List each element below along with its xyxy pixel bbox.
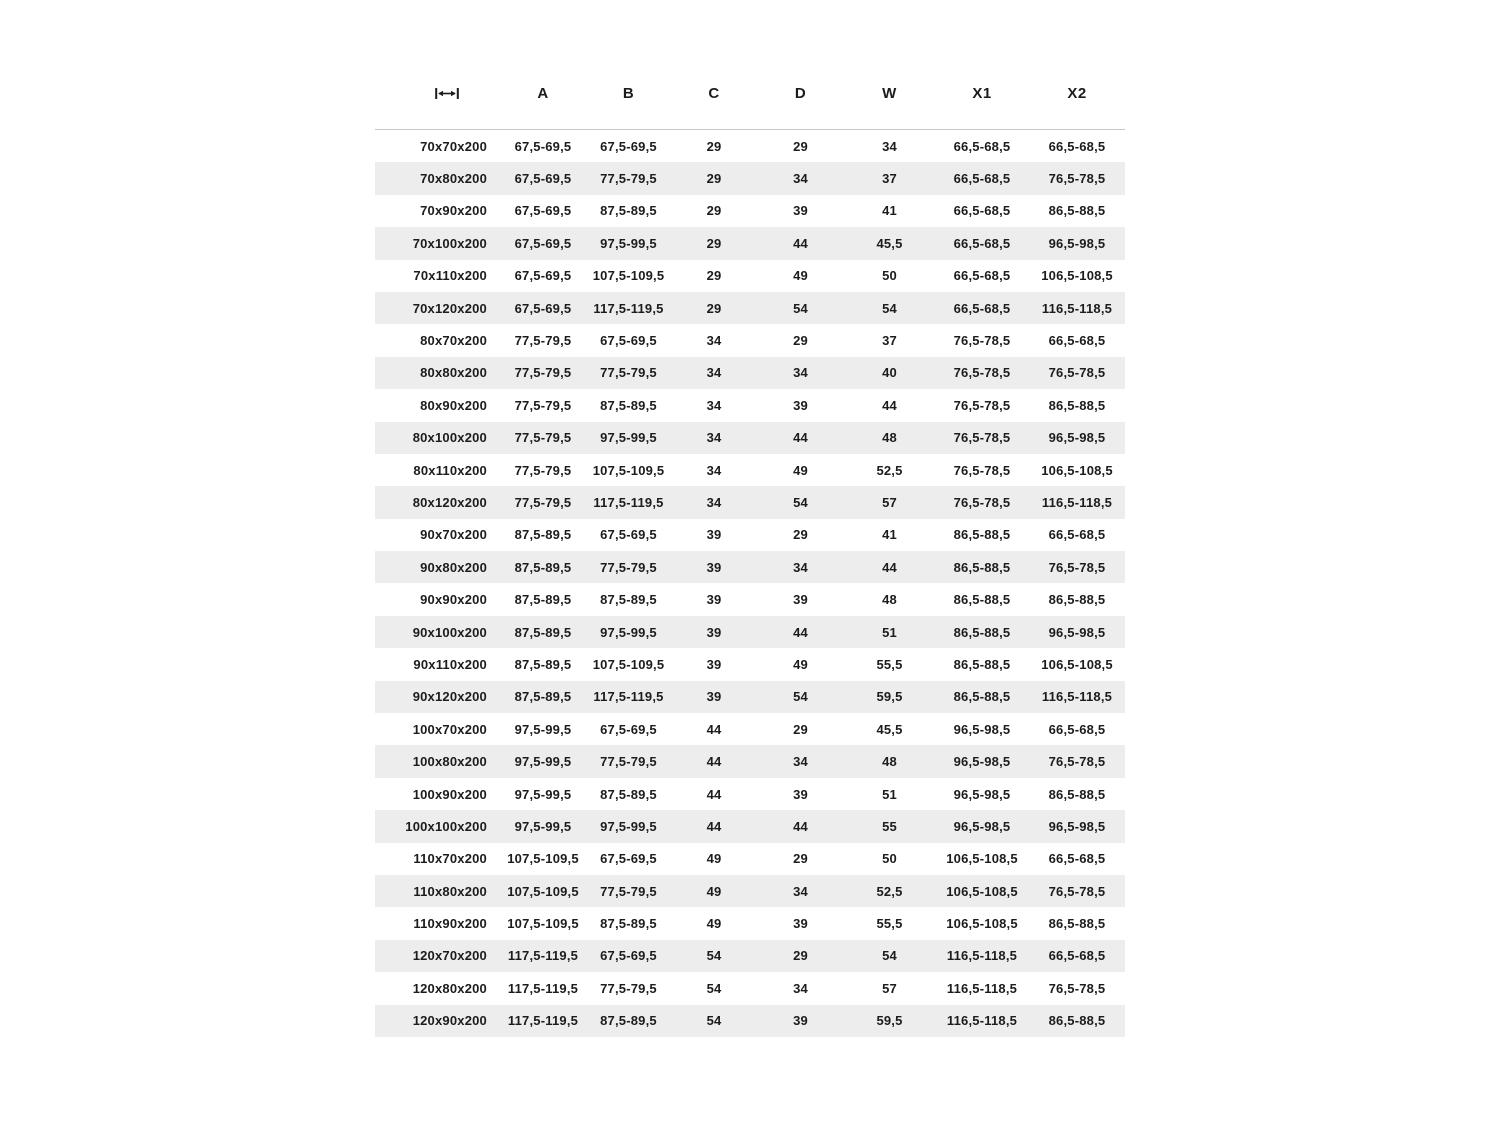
size-cell: 90x90x200	[420, 592, 487, 608]
value-cell: 117,5-119,5	[507, 1013, 579, 1029]
value-cell: 39	[793, 1013, 808, 1029]
value-cell: 34	[793, 980, 808, 996]
table-row	[375, 162, 1125, 194]
value-cell: 55	[882, 818, 897, 834]
value-cell: 29	[706, 268, 722, 284]
value-cell: 87,5-89,5	[600, 916, 657, 932]
value-cell: 87,5-89,5	[514, 527, 572, 543]
value-cell: 116,5-118,5	[1041, 300, 1113, 316]
value-cell: 87,5-89,5	[514, 559, 572, 575]
value-cell: 106,5-108,5	[1041, 656, 1113, 672]
value-cell: 76,5-78,5	[953, 462, 1011, 478]
value-cell: 67,5-69,5	[600, 721, 657, 737]
value-cell: 67,5-69,5	[600, 948, 657, 964]
value-cell: 66,5-68,5	[1048, 333, 1106, 349]
value-cell: 29	[793, 851, 808, 867]
value-cell: 87,5-89,5	[600, 1013, 657, 1029]
table-row	[375, 972, 1125, 1004]
size-cell: 90x110x200	[413, 656, 487, 672]
value-cell: 86,5-88,5	[1048, 786, 1106, 802]
value-cell: 96,5-98,5	[953, 818, 1011, 834]
value-cell: 54	[706, 948, 722, 964]
value-cell: 116,5-118,5	[946, 980, 1018, 996]
value-cell: 49	[706, 851, 722, 867]
value-cell: 106,5-108,5	[1041, 462, 1113, 478]
table-row	[375, 454, 1125, 486]
table-row	[375, 940, 1125, 972]
value-cell: 34	[706, 494, 722, 510]
value-cell: 87,5-89,5	[514, 624, 572, 640]
value-cell: 67,5-69,5	[600, 527, 657, 543]
value-cell: 44	[793, 235, 808, 251]
size-cell: 70x80x200	[420, 171, 487, 187]
value-cell: 116,5-118,5	[946, 1013, 1018, 1029]
value-cell: 77,5-79,5	[600, 754, 657, 770]
width-dimension-icon	[435, 87, 459, 100]
size-cell: 100x90x200	[412, 786, 487, 802]
value-cell: 116,5-118,5	[946, 948, 1018, 964]
value-cell: 97,5-99,5	[514, 818, 572, 834]
value-cell: 76,5-78,5	[953, 397, 1011, 413]
value-cell: 86,5-88,5	[953, 624, 1011, 640]
value-cell: 97,5-99,5	[514, 721, 572, 737]
value-cell: 39	[793, 203, 808, 219]
value-cell: 29	[793, 948, 808, 964]
value-cell: 34	[793, 365, 808, 381]
value-cell: 97,5-99,5	[600, 235, 657, 251]
table-row	[375, 713, 1125, 745]
value-cell: 54	[882, 300, 897, 316]
value-cell: 48	[882, 430, 897, 446]
table-row	[375, 648, 1125, 680]
size-cell: 110x90x200	[413, 916, 487, 932]
table-body	[375, 130, 1125, 1037]
size-cell: 100x80x200	[412, 754, 487, 770]
table-row	[375, 130, 1125, 162]
value-cell: 54	[793, 494, 808, 510]
size-cell: 80x70x200	[420, 333, 487, 349]
size-cell: 120x90x200	[412, 1013, 487, 1029]
value-cell: 57	[882, 980, 897, 996]
value-cell: 86,5-88,5	[953, 592, 1011, 608]
value-cell: 39	[793, 786, 808, 802]
value-cell: 67,5-69,5	[514, 138, 572, 154]
value-cell: 49	[706, 916, 722, 932]
value-cell: 76,5-78,5	[1048, 171, 1106, 187]
value-cell: 76,5-78,5	[1048, 754, 1106, 770]
value-cell: 76,5-78,5	[953, 494, 1011, 510]
value-cell: 34	[706, 365, 722, 381]
value-cell: 96,5-98,5	[953, 754, 1011, 770]
value-cell: 117,5-119,5	[593, 300, 664, 316]
value-cell: 67,5-69,5	[514, 268, 572, 284]
value-cell: 34	[793, 883, 808, 899]
size-cell: 120x80x200	[412, 980, 487, 996]
value-cell: 67,5-69,5	[514, 235, 572, 251]
value-cell: 87,5-89,5	[600, 592, 657, 608]
table-row	[375, 907, 1125, 939]
value-cell: 86,5-88,5	[953, 559, 1011, 575]
table-row	[375, 551, 1125, 583]
value-cell: 54	[882, 948, 897, 964]
value-cell: 66,5-68,5	[953, 235, 1011, 251]
value-cell: 44	[882, 559, 897, 575]
table-row	[375, 778, 1125, 810]
value-cell: 49	[706, 883, 722, 899]
value-cell: 44	[706, 786, 722, 802]
value-cell: 66,5-68,5	[1048, 527, 1106, 543]
value-cell: 77,5-79,5	[600, 980, 657, 996]
value-cell: 76,5-78,5	[1048, 980, 1106, 996]
table-row	[375, 810, 1125, 842]
size-cell: 80x120x200	[412, 494, 487, 510]
size-cell: 70x120x200	[412, 300, 487, 316]
value-cell: 55,5	[876, 916, 903, 932]
value-cell: 117,5-119,5	[507, 948, 579, 964]
value-cell: 50	[882, 268, 897, 284]
value-cell: 97,5-99,5	[514, 786, 572, 802]
value-cell: 34	[706, 333, 722, 349]
table-header-row	[375, 75, 1125, 111]
value-cell: 117,5-119,5	[593, 689, 664, 705]
value-cell: 96,5-98,5	[953, 786, 1011, 802]
value-cell: 34	[793, 171, 808, 187]
value-cell: 44	[882, 397, 897, 413]
size-cell: 80x80x200	[420, 365, 487, 381]
value-cell: 54	[706, 1013, 722, 1029]
value-cell: 29	[706, 203, 722, 219]
value-cell: 67,5-69,5	[600, 138, 657, 154]
value-cell: 97,5-99,5	[514, 754, 572, 770]
table-row	[375, 486, 1125, 518]
value-cell: 96,5-98,5	[1048, 430, 1106, 446]
value-cell: 77,5-79,5	[514, 333, 572, 349]
value-cell: 107,5-109,5	[507, 883, 579, 899]
value-cell: 87,5-89,5	[514, 656, 572, 672]
value-cell: 41	[882, 527, 897, 543]
size-cell: 70x90x200	[420, 203, 487, 219]
table-row	[375, 195, 1125, 227]
value-cell: 87,5-89,5	[600, 786, 657, 802]
value-cell: 107,5-109,5	[592, 462, 665, 478]
value-cell: 86,5-88,5	[1048, 397, 1106, 413]
value-cell: 66,5-68,5	[953, 171, 1011, 187]
value-cell: 54	[706, 980, 722, 996]
table-row	[375, 422, 1125, 454]
size-cell: 90x80x200	[420, 559, 487, 575]
value-cell: 66,5-68,5	[953, 138, 1011, 154]
value-cell: 66,5-68,5	[1048, 138, 1106, 154]
value-cell: 87,5-89,5	[514, 689, 572, 705]
value-cell: 116,5-118,5	[1041, 494, 1113, 510]
value-cell: 67,5-69,5	[514, 171, 572, 187]
value-cell: 34	[793, 754, 808, 770]
value-cell: 67,5-69,5	[514, 300, 572, 316]
value-cell: 77,5-79,5	[514, 494, 572, 510]
value-cell: 44	[706, 721, 722, 737]
value-cell: 107,5-109,5	[592, 268, 665, 284]
value-cell: 39	[706, 689, 722, 705]
value-cell: 29	[793, 527, 808, 543]
value-cell: 66,5-68,5	[1048, 721, 1106, 737]
value-cell: 57	[882, 494, 897, 510]
value-cell: 54	[793, 689, 808, 705]
column-header-c: C	[708, 84, 720, 102]
table-row	[375, 519, 1125, 551]
table-row	[375, 875, 1125, 907]
value-cell: 34	[706, 462, 722, 478]
value-cell: 39	[793, 397, 808, 413]
value-cell: 107,5-109,5	[507, 916, 579, 932]
value-cell: 49	[793, 268, 808, 284]
value-cell: 77,5-79,5	[514, 462, 572, 478]
value-cell: 51	[882, 786, 897, 802]
table-row	[375, 260, 1125, 292]
value-cell: 86,5-88,5	[953, 689, 1011, 705]
value-cell: 29	[706, 171, 722, 187]
value-cell: 86,5-88,5	[1048, 203, 1106, 219]
value-cell: 44	[793, 430, 808, 446]
value-cell: 86,5-88,5	[1048, 1013, 1106, 1029]
value-cell: 66,5-68,5	[953, 203, 1011, 219]
value-cell: 97,5-99,5	[600, 818, 657, 834]
value-cell: 76,5-78,5	[953, 365, 1011, 381]
value-cell: 96,5-98,5	[1048, 624, 1106, 640]
value-cell: 86,5-88,5	[1048, 916, 1106, 932]
value-cell: 87,5-89,5	[600, 203, 657, 219]
value-cell: 97,5-99,5	[600, 430, 657, 446]
value-cell: 49	[793, 462, 808, 478]
value-cell: 77,5-79,5	[514, 430, 572, 446]
value-cell: 44	[793, 624, 808, 640]
table-row	[375, 389, 1125, 421]
value-cell: 106,5-108,5	[946, 916, 1018, 932]
size-cell: 70x70x200	[420, 138, 487, 154]
value-cell: 67,5-69,5	[514, 203, 572, 219]
value-cell: 76,5-78,5	[1048, 365, 1106, 381]
table-row	[375, 843, 1125, 875]
size-cell: 80x100x200	[412, 430, 487, 446]
value-cell: 39	[706, 656, 722, 672]
value-cell: 77,5-79,5	[600, 559, 657, 575]
value-cell: 77,5-79,5	[600, 883, 657, 899]
value-cell: 37	[882, 333, 897, 349]
value-cell: 45,5	[876, 235, 903, 251]
table-row	[375, 1005, 1125, 1037]
value-cell: 49	[793, 656, 808, 672]
value-cell: 87,5-89,5	[600, 397, 657, 413]
value-cell: 37	[882, 171, 897, 187]
column-header-d: D	[794, 84, 807, 102]
value-cell: 34	[882, 138, 897, 154]
table-row	[375, 357, 1125, 389]
size-cell: 80x90x200	[420, 397, 487, 413]
value-cell: 44	[706, 754, 722, 770]
value-cell: 45,5	[876, 721, 903, 737]
value-cell: 29	[706, 235, 722, 251]
value-cell: 77,5-79,5	[600, 365, 657, 381]
value-cell: 107,5-109,5	[507, 851, 579, 867]
value-cell: 116,5-118,5	[1041, 689, 1113, 705]
value-cell: 39	[706, 592, 722, 608]
table-row	[375, 616, 1125, 648]
value-cell: 86,5-88,5	[953, 527, 1011, 543]
value-cell: 40	[882, 365, 897, 381]
value-cell: 59,5	[876, 689, 903, 705]
size-cell: 100x70x200	[412, 721, 487, 737]
value-cell: 67,5-69,5	[600, 333, 657, 349]
size-cell: 110x80x200	[413, 883, 487, 899]
value-cell: 66,5-68,5	[1048, 948, 1106, 964]
table-row	[375, 324, 1125, 356]
value-cell: 39	[706, 624, 722, 640]
size-cell: 90x70x200	[420, 527, 487, 543]
value-cell: 29	[793, 333, 808, 349]
dimensions-table	[375, 75, 1125, 1037]
value-cell: 51	[882, 624, 897, 640]
value-cell: 52,5	[876, 462, 903, 478]
table-row	[375, 292, 1125, 324]
value-cell: 29	[793, 138, 808, 154]
size-cell: 110x70x200	[413, 851, 487, 867]
value-cell: 39	[793, 592, 808, 608]
table-row	[375, 681, 1125, 713]
size-cell: 100x100x200	[405, 818, 487, 834]
size-column-header	[375, 87, 500, 100]
value-cell: 29	[793, 721, 808, 737]
value-cell: 66,5-68,5	[1048, 851, 1106, 867]
value-cell: 117,5-119,5	[593, 494, 664, 510]
column-header-a: A	[537, 84, 549, 102]
value-cell: 77,5-79,5	[514, 365, 572, 381]
value-cell: 29	[706, 300, 722, 316]
value-cell: 106,5-108,5	[946, 883, 1018, 899]
value-cell: 39	[706, 559, 722, 575]
value-cell: 76,5-78,5	[953, 333, 1011, 349]
size-cell: 80x110x200	[413, 462, 487, 478]
value-cell: 77,5-79,5	[514, 397, 572, 413]
table-row	[375, 227, 1125, 259]
value-cell: 52,5	[876, 883, 903, 899]
column-header-x2: X2	[1067, 84, 1087, 102]
size-cell: 70x100x200	[412, 235, 487, 251]
value-cell: 96,5-98,5	[1048, 235, 1106, 251]
size-cell: 90x100x200	[412, 624, 487, 640]
value-cell: 106,5-108,5	[1041, 268, 1113, 284]
size-cell: 70x110x200	[413, 268, 487, 284]
value-cell: 50	[882, 851, 897, 867]
value-cell: 29	[706, 138, 722, 154]
value-cell: 54	[793, 300, 808, 316]
value-cell: 44	[793, 818, 808, 834]
value-cell: 39	[706, 527, 722, 543]
value-cell: 48	[882, 754, 897, 770]
value-cell: 39	[793, 916, 808, 932]
value-cell: 41	[882, 203, 897, 219]
value-cell: 67,5-69,5	[600, 851, 657, 867]
value-cell: 48	[882, 592, 897, 608]
value-cell: 86,5-88,5	[953, 656, 1011, 672]
value-cell: 87,5-89,5	[514, 592, 572, 608]
value-cell: 66,5-68,5	[953, 268, 1011, 284]
value-cell: 97,5-99,5	[600, 624, 657, 640]
column-header-w: W	[882, 84, 897, 102]
value-cell: 34	[793, 559, 808, 575]
column-header-x1: X1	[972, 84, 992, 102]
value-cell: 66,5-68,5	[953, 300, 1011, 316]
value-cell: 34	[706, 397, 722, 413]
size-cell: 120x70x200	[412, 948, 487, 964]
value-cell: 107,5-109,5	[592, 656, 665, 672]
value-cell: 76,5-78,5	[953, 430, 1011, 446]
value-cell: 76,5-78,5	[1048, 883, 1106, 899]
value-cell: 86,5-88,5	[1048, 592, 1106, 608]
value-cell: 96,5-98,5	[953, 721, 1011, 737]
value-cell: 96,5-98,5	[1048, 818, 1106, 834]
value-cell: 59,5	[876, 1013, 903, 1029]
value-cell: 44	[706, 818, 722, 834]
value-cell: 34	[706, 430, 722, 446]
value-cell: 77,5-79,5	[600, 171, 657, 187]
value-cell: 106,5-108,5	[946, 851, 1018, 867]
value-cell: 117,5-119,5	[507, 980, 579, 996]
value-cell: 76,5-78,5	[1048, 559, 1106, 575]
column-header-b: B	[622, 84, 635, 102]
value-cell: 55,5	[876, 656, 903, 672]
table-row	[375, 745, 1125, 777]
table-row	[375, 583, 1125, 615]
size-cell: 90x120x200	[412, 689, 487, 705]
